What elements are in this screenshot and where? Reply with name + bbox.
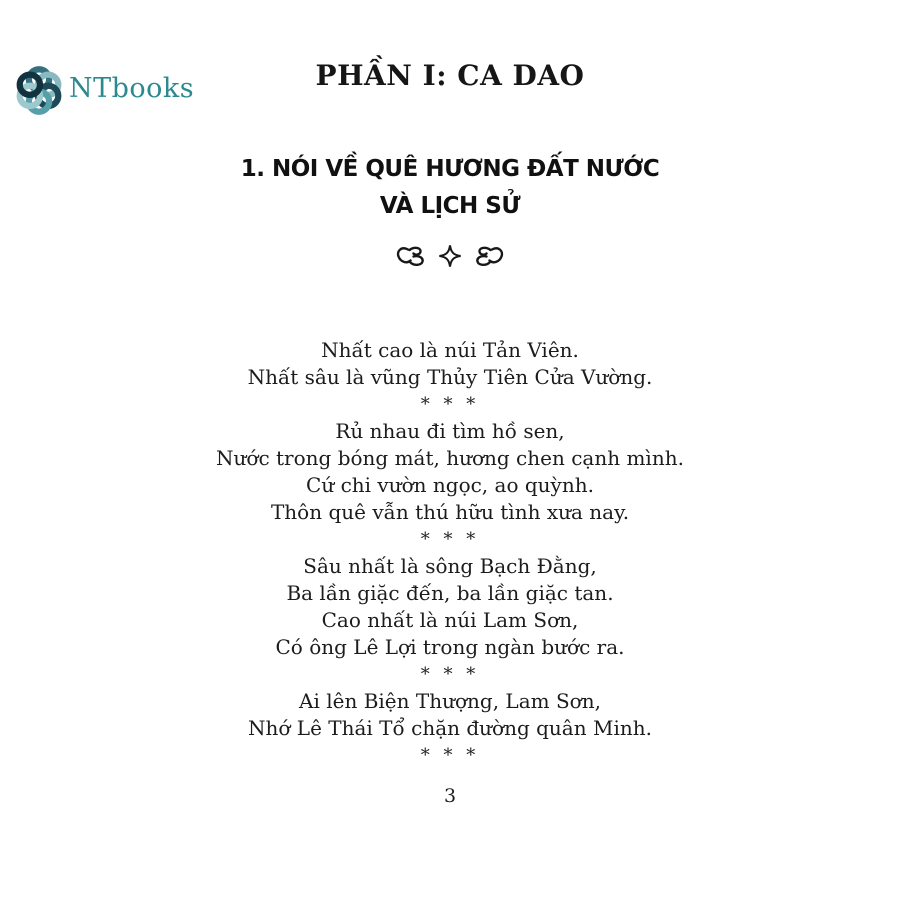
poem-line: Thôn quê vẫn thú hữu tình xưa nay. — [270, 500, 630, 524]
poem-line: Cao nhất là núi Lam Sơn, — [321, 608, 579, 632]
four-pointed-star-icon — [438, 244, 462, 268]
poem-line: Cứ chi vườn ngọc, ao quỳnh. — [306, 473, 594, 497]
part-title: PHẦN I: CA DAO — [315, 59, 585, 92]
section-heading-line1: 1. NÓI VỀ QUÊ HƯƠNG ĐẤT NƯỚC — [240, 156, 660, 182]
poem-line: Có ông Lê Lợi trong ngàn bước ra. — [275, 635, 625, 659]
section-ornament — [0, 243, 900, 269]
poem-line: Nhất sâu là vũng Thủy Tiên Cửa Vường. — [247, 365, 653, 389]
stanza-separator: * * * — [420, 745, 480, 766]
poem-line: Nhớ Lê Thái Tổ chặn đường quân Minh. — [248, 716, 652, 740]
poem-line: Ba lần giặc đến, ba lần giặc tan. — [286, 581, 614, 605]
right-scroll-icon — [475, 245, 505, 267]
section-heading — [0, 151, 900, 225]
left-scroll-icon — [395, 245, 425, 267]
poem-line: Nhất cao là núi Tản Viên. — [321, 338, 579, 362]
poem-line: Sâu nhất là sông Bạch Đằng, — [303, 554, 597, 578]
poem — [0, 337, 900, 769]
poem-line: Rủ nhau đi tìm hồ sen, — [335, 419, 565, 443]
ntbooks-logo-text: NTbooks — [69, 72, 195, 104]
section-heading-line2: VÀ LỊCH SỬ — [379, 193, 521, 219]
poem-line: Ai lên Biện Thượng, Lam Sơn, — [299, 689, 601, 713]
page-number: 3 — [443, 785, 457, 807]
stanza-separator: * * * — [420, 664, 480, 685]
poem-line: Nước trong bóng mát, hương chen cạnh mình. — [216, 446, 684, 470]
stanza-separator: * * * — [420, 394, 480, 415]
stanza-separator: * * * — [420, 529, 480, 550]
